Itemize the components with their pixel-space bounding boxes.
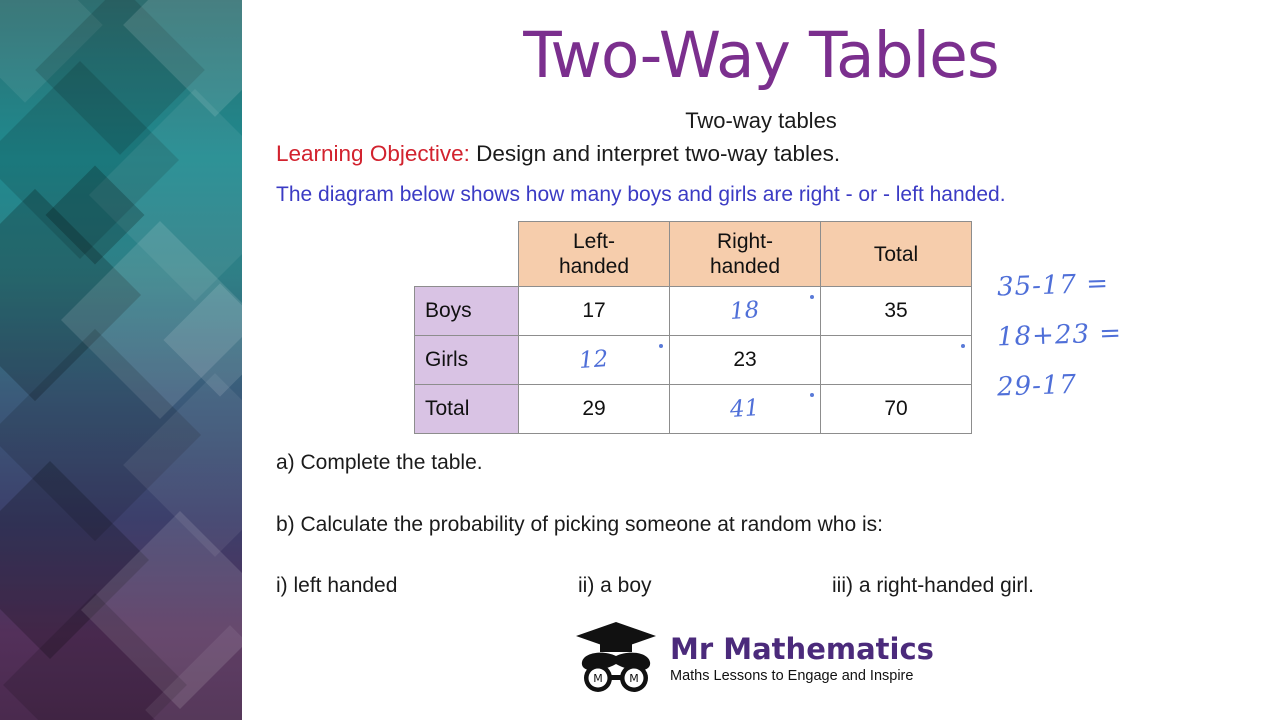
question-a: a) Complete the table. (276, 451, 483, 474)
learning-objective-text: Design and interpret two-way tables. (476, 141, 841, 166)
cell-boys-right[interactable]: 18 (670, 287, 821, 336)
svg-text:M: M (629, 672, 639, 685)
cell-girls-left[interactable]: 12 (519, 336, 670, 385)
cell-total-left[interactable]: 29 (519, 385, 670, 434)
question-b-iii: iii) a right-handed girl. (832, 574, 1034, 597)
row-header-total: Total (415, 385, 519, 434)
cell-total-total[interactable]: 70 (821, 385, 972, 434)
question-b: b) Calculate the probability of picking someone at random who is: (276, 513, 883, 536)
two-way-table (414, 221, 972, 434)
table-corner-cell (415, 222, 519, 287)
question-b-ii: ii) a boy (578, 574, 652, 597)
marker-dot (659, 344, 663, 348)
question-b-i: i) left handed (276, 574, 398, 597)
handwritten-working (997, 258, 1257, 408)
cell-girls-right[interactable]: 23 (670, 336, 821, 385)
cell-girls-total[interactable] (821, 336, 972, 385)
learning-objective (276, 141, 840, 167)
logo-title: Mr Mathematics (670, 632, 934, 666)
column-header-left-handed: Left- handed (519, 222, 670, 287)
working-line-1: 35-17 = (996, 268, 1110, 303)
cell-total-right[interactable]: 41 (670, 385, 821, 434)
row-header-boys: Boys (415, 287, 519, 336)
page-title: Two-Way Tables (523, 19, 999, 92)
table-row (415, 336, 972, 385)
cell-boys-left[interactable]: 17 (519, 287, 670, 336)
intro-text: The diagram below shows how many boys and girls are right - or - left handed. (276, 183, 1006, 206)
column-header-right-handed: Right- handed (670, 222, 821, 287)
marker-dot (961, 344, 965, 348)
mr-mathematics-mark-icon (572, 620, 660, 694)
svg-text:M: M (593, 672, 603, 685)
table-header-row (415, 222, 972, 287)
brand-logo (572, 620, 992, 698)
decorative-left-panel (0, 0, 242, 720)
table-row (415, 287, 972, 336)
row-header-girls: Girls (415, 336, 519, 385)
working-line-3: 29-17 (996, 369, 1078, 403)
marker-dot (810, 295, 814, 299)
table-row (415, 385, 972, 434)
learning-objective-label: Learning Objective: (276, 141, 470, 166)
slide-subtitle: Two-way tables (685, 108, 837, 133)
cell-boys-total[interactable]: 35 (821, 287, 972, 336)
logo-tagline: Maths Lessons to Engage and Inspire (670, 668, 914, 684)
column-header-total: Total (821, 222, 972, 287)
working-line-2: 18+23 = (996, 318, 1123, 353)
marker-dot (810, 393, 814, 397)
slide-content (242, 0, 1280, 720)
